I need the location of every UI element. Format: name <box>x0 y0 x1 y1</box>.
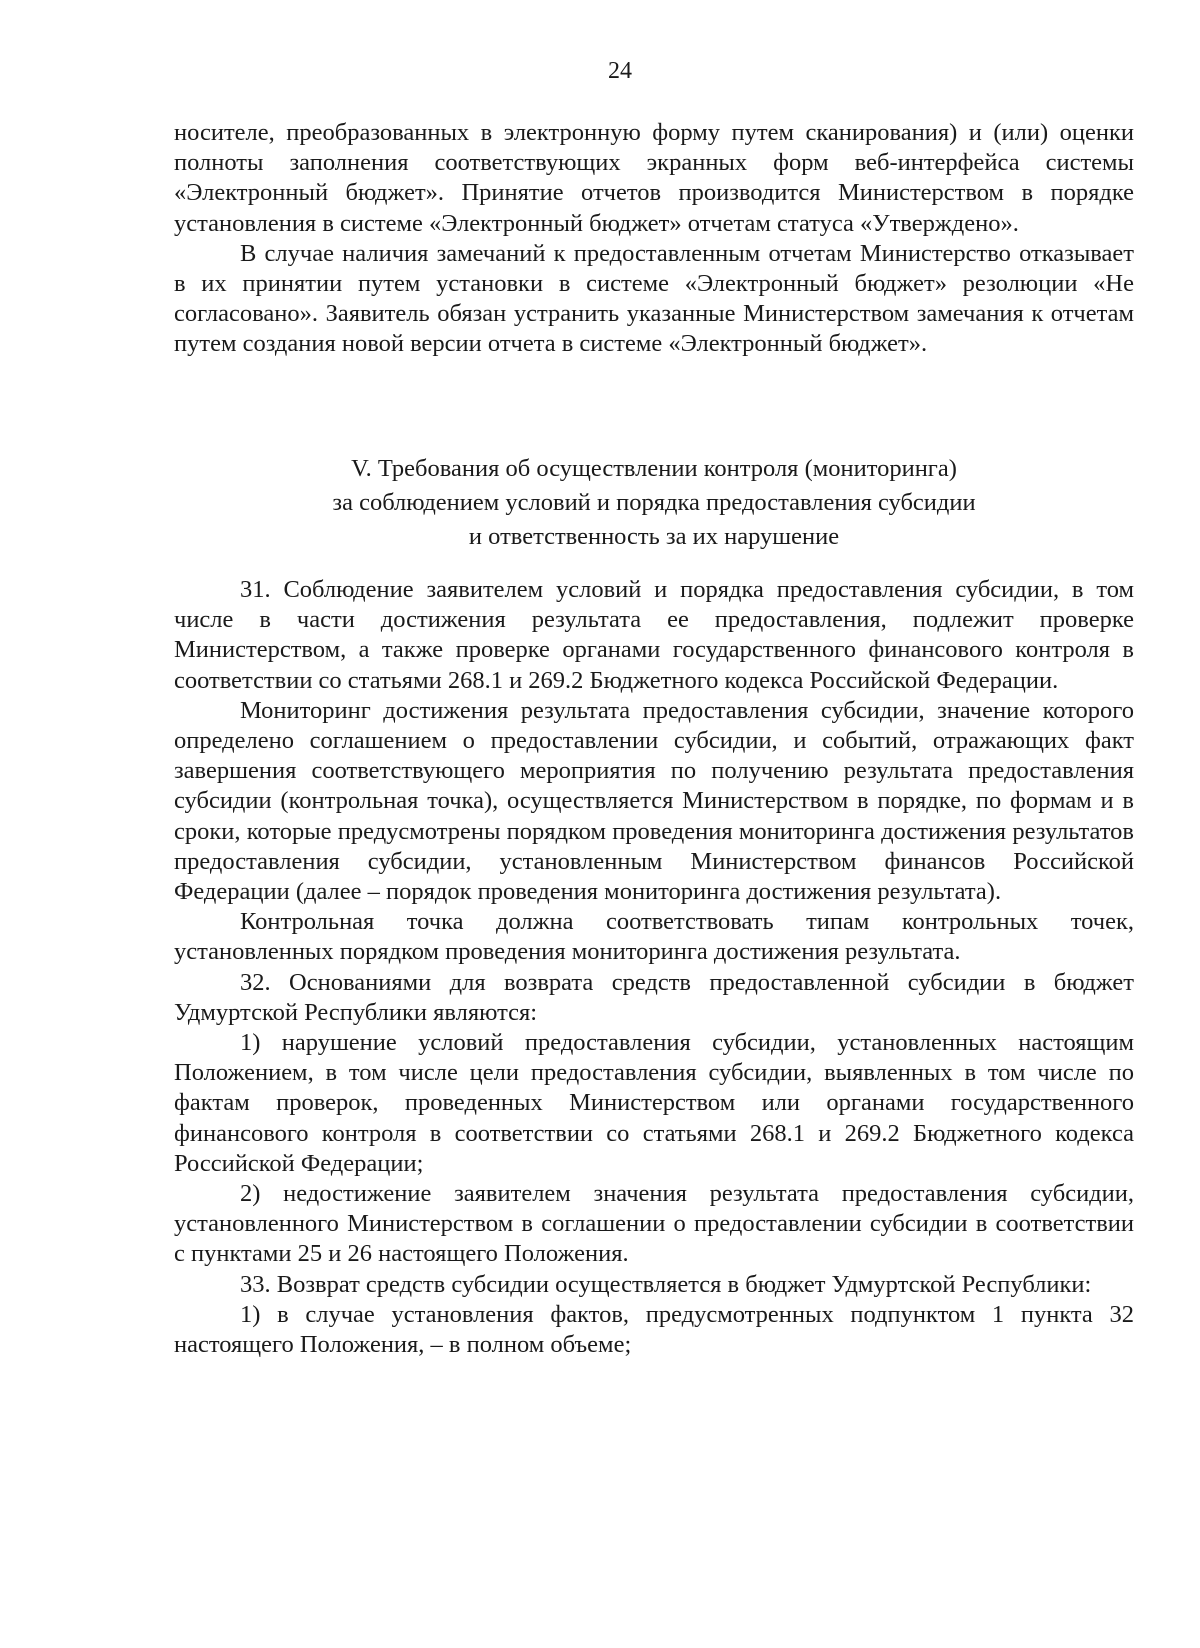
page-number: 24 <box>608 58 632 84</box>
body-text-top <box>174 118 1134 360</box>
section-heading-line: V. Требования об осуществлении контроля (мониторинга) <box>351 455 957 482</box>
section-heading-line: за соблюдением условий и порядка предоставления субсидии <box>332 489 976 516</box>
section-heading-line: и ответственность за их нарушение <box>468 523 840 550</box>
body-text-bottom <box>174 575 1134 1360</box>
paragraph: 2) недостижение заявителем значения результата предоставления субсидии, установленного Министерством в соглашении о предоставлении субсидии в соответствии с пунктами 25 и 26 настоящего Положения. <box>174 1180 1134 1268</box>
paragraph: 1) нарушение условий предоставления субсидии, установленных настоящим Положением, в том числе цели предоставления субсидии, выявленных в том числе по фактам проверок, проведенных Министерством или органами государственного финансового контроля в соответствии со статьями 268.1 и 269.2 Бюджетного кодекса Российской Федерации; <box>174 1029 1134 1177</box>
section-heading <box>174 452 1134 554</box>
paragraph: 33. Возврат средств субсидии осуществляется в бюджет Удмуртской Республики: <box>240 1270 1092 1298</box>
paragraph: Мониторинг достижения результата предоставления субсидии, значение которого определено соглашением о предоставлении субсидии, и событий, отражающих факт завершения соответствующего мероприятия по получению результата предоставления субсидии (контрольная точка), осуществляется Министерством в порядке, по формам и в сроки, которые предусмотрены порядком проведения мониторинга достижения результатов предоставления субсидии, установленным Министерством финансов Российской Федерации (далее – порядок проведения мониторинга достижения результата). <box>174 696 1134 906</box>
paragraph: Контрольная точка должна соответствовать типам контрольных точек, установленных порядком проведения мониторинга достижения результата. <box>174 908 1134 966</box>
paragraph: 1) в случае установления фактов, предусмотренных подпунктом 1 пункта 32 настоящего Положения, – в полном объеме; <box>174 1300 1134 1359</box>
paragraph: 31. Соблюдение заявителем условий и порядка предоставления субсидии, в том числе в части достижения результата ее предоставления, подлежит проверке Министерством, а также проверке органами государственного финансового контроля в соответствии со статьями 268.1 и 269.2 Бюджетного кодекса Российской Федерации. <box>174 576 1134 694</box>
paragraph: В случае наличия замечаний к предоставленным отчетам Министерство отказывает в их принятии путем установки в системе «Электронный бюджет» резолюции «Не согласовано». Заявитель обязан устранить указанные Министерством замечания к отчетам путем создания новой версии отчета в системе «Электронный бюджет». <box>174 239 1134 358</box>
paragraph: 32. Основаниями для возврата средств предоставленной субсидии в бюджет Удмуртской Республики являются: <box>174 968 1134 1026</box>
paragraph: носителе, преобразованных в электронную форму путем сканирования) и (или) оценки полноты заполнения соответствующих экранных форм веб-интерфейса системы «Электронный бюджет». Принятие отчетов производится Министерством в порядке установления в системе «Электронный бюджет» отчетам статуса «Утверждено». <box>174 119 1134 237</box>
